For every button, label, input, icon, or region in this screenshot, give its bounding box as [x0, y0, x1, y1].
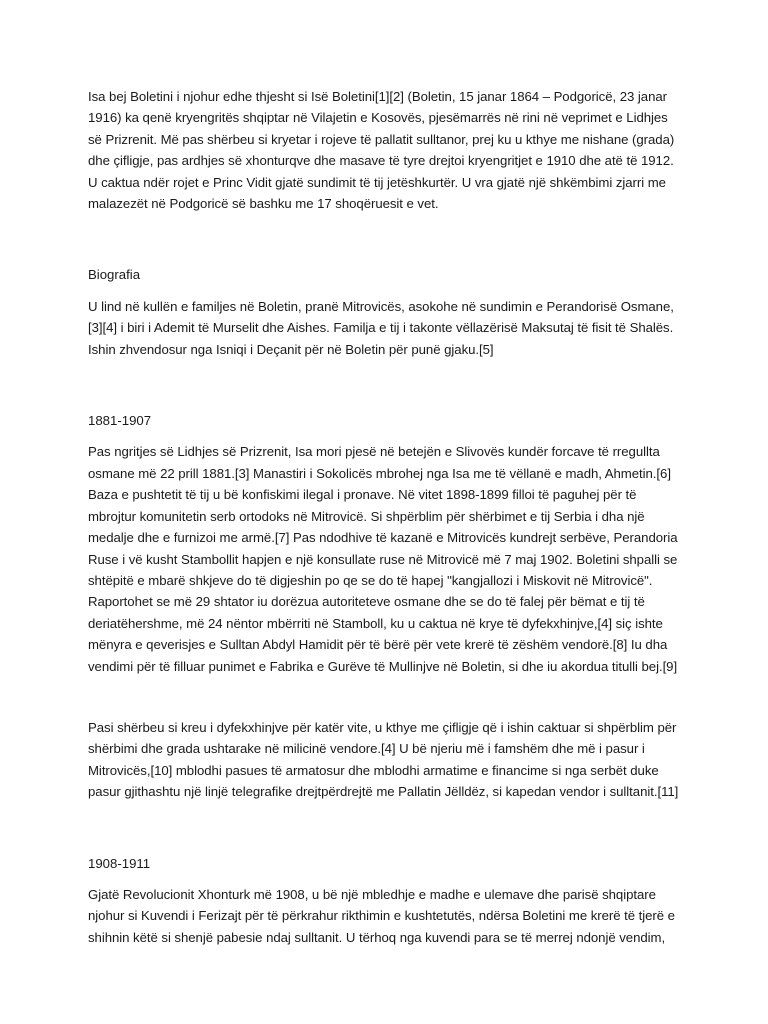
spacer: [88, 803, 680, 843]
spacer: [88, 431, 680, 441]
spacer: [88, 286, 680, 296]
spacer: [88, 400, 680, 410]
intro-paragraph: Isa bej Boletini i njohur edhe thjesht si Isë Boletini[1][2] (Boletin, 15 janar 1864 – Podgoricë, 23 janar 1916) ka qenë kryengritës shqiptar në Vilajetin e Kosovës, pjesëmarrës në rini në veprimet e Lidhjes së Prizrenit. Më pas shërbeu si kryetar i rojeve të pallatit sulltanor, prej ku u kthye me nishane (grada) dhe çifligje, pas ardhjes së xhonturqve dhe masave të tyre drejtoi kryengritjet e 1910 dhe atë të 1912. U caktua ndër rojet e Princ Vidit gjatë sundimit të tij jetëshkurtër. U vra gjatë një shkëmbimi zjarri me malazezët në Podgoricë së bashku me 17 shoqëruesit e vet.: [88, 89, 675, 212]
heading-1908-1911: 1908-1911: [88, 855, 151, 871]
section-1881-paragraph-1: Pas ngritjes së Lidhjes së Prizrenit, Isa mori pjesë në betejën e Slivovës kundër forcave të rregullta osmane më 22 prill 1881.[3] Manastiri i Sokolicës mbrohej nga Isa me të vëllanë e madh, Ahmetin.[6] Baza e pushtetit të tij u bë konfiskimi ilegal i pronave. Në vitet 1898-1899 filloi të paguhej për të mbrojtur komunitetin serb ortodoks në Mitrovicë. Si shpërblim për shërbimet e tij Serbia i dha një medalje dhe e furnizoi me armë.[7] Pas ndodhive të kazanë e Mitrovicës kundrejt serbëve, Perandoria Ruse i vë kusht Stambollit hapjen e një konsullate ruse në Mitrovicë më 7 maj 1902. Boletini shpalli se shtëpitë e mbarë shkjeve do të digjeshin po qe se do të hapej "kangjallozi i Miskovit në Mitrovicë". Raportohet se më 29 shtator iu dorëzua autoriteteve osmane dhe se do të falej për bëmat e tij të deriatëhershme, më 24 nëntor mbërriti në Stamboll, ku u caktua në krye të dyfekxhinjve,[4] siç ishte mënyra e qeverisjes e Sulltan Abdyl Hamidit për të bërë për vete krerë të zëshëm vendorë.[8] Iu dha vendimi për të filluar punimet e Fabrika e Gurëve të Mullinjve në Boletin, si dhe iu akordua titulli bej.[9]: [88, 444, 678, 674]
spacer: [88, 677, 680, 717]
spacer: [88, 214, 680, 254]
heading-biografia: Biografia: [88, 267, 141, 283]
spacer: [88, 254, 680, 264]
spacer: [88, 360, 680, 400]
biografia-paragraph: U lind në kullën e familjes në Boletin, pranë Mitrovicës, asokohe në sundimin e Perandorisë Osmane,[3][4] i biri i Ademit të Murselit dhe Aishes. Familja e tij i takonte vëllazërisë Maksutaj të fisit të Shalës. Ishin zhvendosur nga Isniqi i Deçanit për në Boletin për punë gjaku.[5]: [88, 298, 674, 357]
heading-1881-1907: 1881-1907: [88, 413, 152, 429]
spacer: [88, 843, 680, 853]
section-1881-paragraph-2: Pasi shërbeu si kreu i dyfekxhinjve për katër vite, u kthye me çifligje që i ishin caktuar si shpërblim për shërbimi dhe grada ushtarake në milicinë vendore.[4] U bë njeriu më i famshëm dhe më i pasur i Mitrovicës,[10] mblodhi pasues të armatosur dhe mblodhi armatime e financime si nga serbët duke pasur gjithashtu një linjë telegrafike drejtpërdrejtë me Pallatin Jëlldëz, si kapedan vendor i sulltanit.[11]: [88, 719, 679, 800]
document-page: [88, 86, 680, 948]
spacer: [88, 874, 680, 884]
section-1908-paragraph: Gjatë Revolucionit Xhonturk më 1908, u bë një mbledhje e madhe e ulemave dhe parisë shqiptare njohur si Kuvendi i Ferizajt për të përkrahur rikthimin e kushtetutës, ndërsa Boletini me krerë të tjerë e shihnin këtë si shenjë pabesie ndaj sulltanit. U tërhoq nga kuvendi para se të merrej ndonjë vendim,: [88, 886, 675, 945]
